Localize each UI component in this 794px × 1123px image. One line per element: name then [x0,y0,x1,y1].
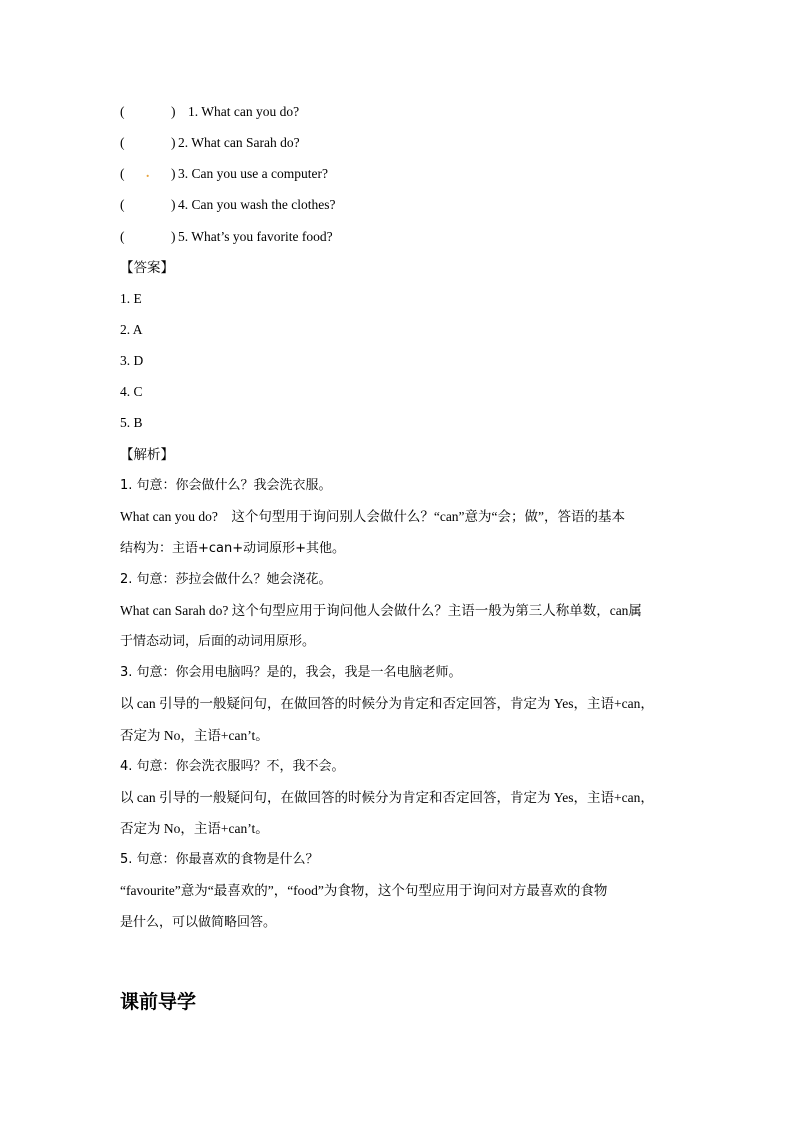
analysis-sentence-meaning: 2. 句意：莎拉会做什么？她会浇花。 [120,572,332,587]
close-paren: ) [171,197,176,212]
question-text: 2. What can Sarah do? [178,135,300,150]
answer-blank[interactable] [120,134,178,152]
analysis-explanation: “favourite”意为“最喜欢的”，“food”为食物，这个句型应用于询问对方最喜欢的食物 [120,883,608,898]
analysis-sentence-meaning: 1. 句意：你会做什么？我会洗衣服。 [120,478,332,493]
question-line [120,103,299,121]
answer-item: 4. C [120,384,143,399]
open-paren: ( [120,104,125,119]
section-title: 课前导学 [120,991,197,1013]
answer-blank[interactable] [120,228,178,246]
analysis-sentence-meaning: 4. 句意：你会洗衣服吗？不，我不会。 [120,759,345,774]
open-paren: ( [120,135,125,150]
answer-item: 1. E [120,291,142,306]
analysis-explanation: What can Sarah do? 这个句型应用于询问他人会做什么？主语一般为第三人称单数，can属 [120,603,642,618]
analysis-explanation: 于情态动词，后面的动词用原形。 [120,634,316,649]
analysis-heading: 【解析】 [120,447,174,463]
analysis-sentence-meaning: 3. 句意：你会用电脑吗？是的，我会，我是一名电脑老师。 [120,665,462,680]
close-paren: ) [171,135,176,150]
analysis-explanation: 否定为 No，主语+can’t。 [120,821,269,836]
question-text: 3. Can you use a computer? [178,166,328,181]
analysis-explanation: 结构为：主语+can+动词原形+其他。 [120,541,346,556]
question-text: 1. What can you do? [188,104,300,119]
analysis-explanation: 否定为 No，主语+can’t。 [120,728,269,743]
question-text: 4. Can you wash the clothes? [178,197,336,212]
open-paren: ( [120,229,125,244]
question-line [120,134,300,152]
close-paren: ) [171,166,176,181]
answer-item: 2. A [120,322,143,337]
open-paren: ( [120,197,125,212]
question-line [120,196,335,214]
answer-blank[interactable] [120,165,178,183]
question-line [120,165,328,183]
analysis-explanation: 以 can 引导的一般疑问句，在做回答的时候分为肯定和否定回答，肯定为 Yes，主语+can， [120,790,654,805]
cursor-dot-icon: . [146,165,150,180]
close-paren: ) [171,104,176,119]
question-text: 5. What’s you favorite food? [178,229,333,244]
answer-item: 5. B [120,415,143,430]
answer-blank[interactable] [120,103,178,121]
analysis-explanation: 以 can 引导的一般疑问句，在做回答的时候分为肯定和否定回答，肯定为 Yes，主语+can， [120,696,654,711]
close-paren: ) [171,229,176,244]
analysis-sentence-meaning: 5. 句意：你最喜欢的食物是什么？ [120,852,319,867]
answer-blank[interactable] [120,196,178,214]
analysis-explanation: What can you do? 这个句型用于询问别人会做什么？“can”意为“会；做”，答语的基本 [120,509,626,524]
answer-item: 3. D [120,353,144,368]
answer-heading: 【答案】 [120,260,174,276]
analysis-explanation: 是什么，可以做简略回答。 [120,915,277,930]
open-paren: ( [120,166,125,181]
question-line [120,228,333,246]
